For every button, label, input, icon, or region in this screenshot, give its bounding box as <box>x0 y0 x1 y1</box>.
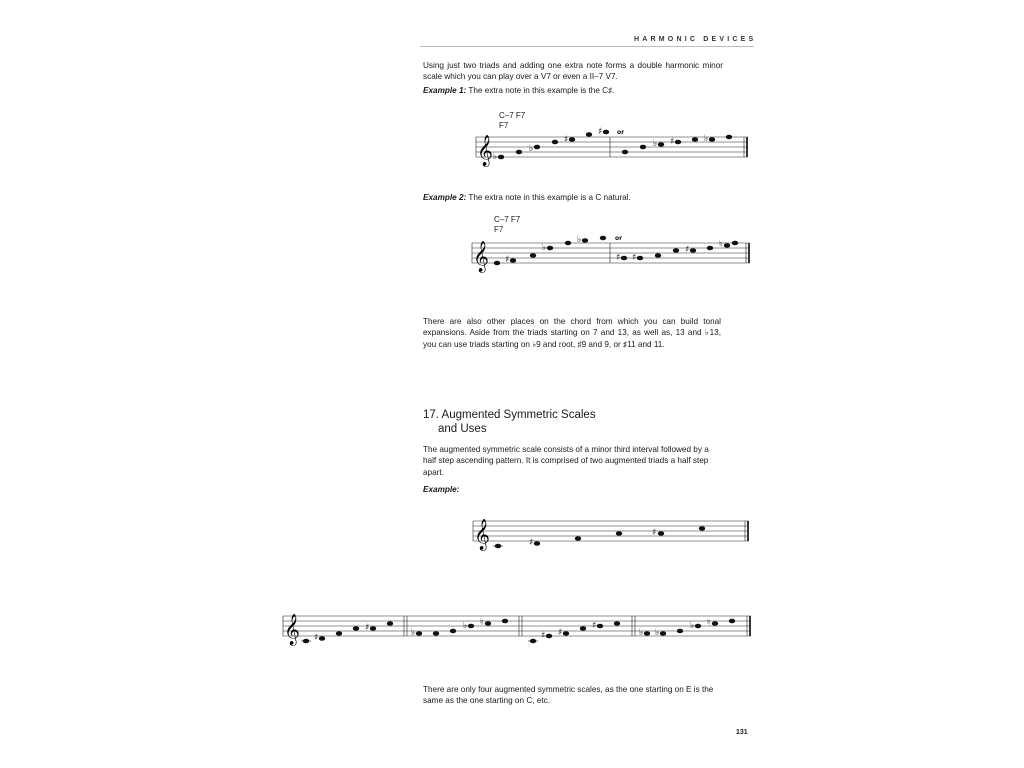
svg-text:♯: ♯ <box>592 621 597 631</box>
svg-text:♯: ♯ <box>598 127 603 137</box>
page-number: 131 <box>736 729 748 736</box>
treble-clef-icon: 𝄞 <box>477 135 493 166</box>
closing-paragraph: There are only four augmented symmetric scales, as the one starting on E is the same as the one starting on C, etc. <box>423 685 714 706</box>
svg-text:♮: ♮ <box>707 618 711 628</box>
example2-caption <box>423 192 723 203</box>
svg-text:♯: ♯ <box>505 255 510 265</box>
svg-text:♭: ♭ <box>542 243 547 253</box>
example2-staff <box>472 236 750 276</box>
intro-paragraph: Using just two triads and adding one extra note forms a double harmonic minor scale which you can play over a V7 or even a II–7 V7. <box>423 61 723 82</box>
section-heading <box>423 408 596 436</box>
augmented-scale-staff <box>473 517 749 557</box>
example1-label: Example 1: <box>423 86 467 95</box>
svg-text:♭: ♭ <box>690 621 695 631</box>
svg-text:♯: ♯ <box>314 633 319 643</box>
svg-text:♯: ♯ <box>632 253 637 263</box>
treble-clef-icon: 𝄞 <box>474 519 490 550</box>
section-heading-line1: 17. Augmented Symmetric Scales <box>423 409 596 421</box>
svg-text:♭: ♭ <box>529 144 534 154</box>
svg-text:♮: ♮ <box>480 618 484 628</box>
svg-text:♮: ♮ <box>719 240 723 250</box>
svg-text:♯: ♯ <box>365 623 370 633</box>
treble-clef-icon: 𝄞 <box>284 614 300 645</box>
svg-text:♭: ♭ <box>493 152 498 162</box>
example2-chord-line1: C–7 F7 <box>494 215 521 224</box>
svg-text:♯: ♯ <box>670 137 675 147</box>
svg-text:♯: ♯ <box>652 528 657 538</box>
svg-text:♭: ♭ <box>704 134 709 144</box>
four-augmented-scales-staff <box>283 612 751 652</box>
running-header: HARMONIC DEVICES <box>634 36 757 43</box>
example1-or-label: or <box>617 129 625 136</box>
example2-or-label: or <box>615 235 623 242</box>
svg-text:♭: ♭ <box>577 235 582 245</box>
example2-text: The extra note in this example is a C natural. <box>466 193 631 202</box>
example1-chord-line2: F7 <box>499 121 509 130</box>
example1-staff <box>476 127 748 170</box>
example2-chord-line2: F7 <box>494 225 504 234</box>
example1-text: The extra note in this example is the C♯. <box>466 86 615 95</box>
example1-chord-symbols <box>499 111 525 131</box>
svg-text:♯: ♯ <box>564 135 569 145</box>
treble-clef-icon: 𝄞 <box>473 241 489 272</box>
tonal-expansion-paragraph: There are also other places on the chord from which you can build tonal expansions. Aside from the triads starting on 7 and 13, as well as, 13 and ♭13, you can use triads starting on ♭9 and root, ♯9 and 9, or ♯11 and 11. <box>423 317 721 349</box>
svg-text:♯: ♯ <box>541 631 546 641</box>
svg-text:♭: ♭ <box>463 621 468 631</box>
section-example-label: Example: <box>423 485 460 494</box>
svg-text:♭: ♭ <box>411 628 416 638</box>
section-heading-line2: and Uses <box>438 423 487 435</box>
example2-chord-symbols <box>494 215 520 235</box>
example1-chord-line1: C–7 F7 <box>499 111 526 120</box>
svg-text:♭: ♭ <box>639 628 644 638</box>
svg-text:♯: ♯ <box>685 245 690 255</box>
example2-label: Example 2: <box>423 193 467 202</box>
svg-text:♯: ♯ <box>616 253 621 263</box>
example1-caption <box>423 85 723 96</box>
svg-text:♯: ♯ <box>529 538 534 548</box>
svg-text:♭: ♭ <box>653 139 658 149</box>
header-rule <box>420 46 754 47</box>
svg-text:♯: ♯ <box>558 628 563 638</box>
section-paragraph: The augmented symmetric scale consists of a minor third interval followed by a half step ascending pattern. It is comprised of two augmented triads a half step apart. <box>423 445 709 477</box>
svg-text:♭: ♭ <box>655 628 660 638</box>
